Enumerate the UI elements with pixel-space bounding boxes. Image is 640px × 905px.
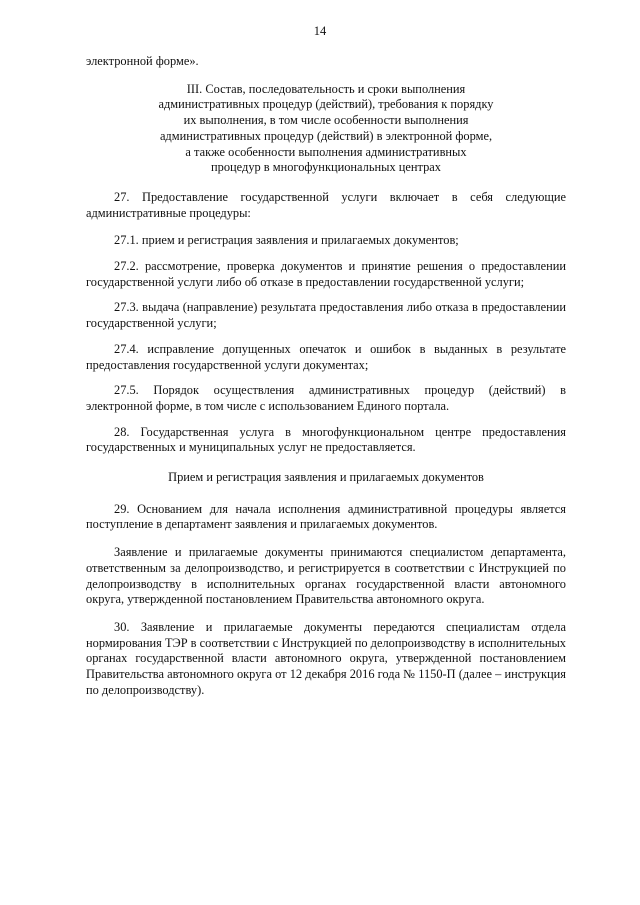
- lead-text: электронной форме».: [86, 54, 199, 68]
- section-heading-line: их выполнения, в том числе особенности выполнения: [183, 113, 469, 128]
- section-heading-line: III. Состав, последовательность и сроки выполнения: [186, 81, 466, 96]
- section-heading-line: административных процедур (действий) в электронной форме,: [159, 128, 493, 143]
- section-heading-line: процедур в многофункциональных центрах: [211, 160, 441, 175]
- page-number: 14: [313, 24, 327, 38]
- section-heading-line: а также особенности выполнения административных: [185, 144, 467, 159]
- document-body: [86, 54, 566, 711]
- paragraph-27-3: 27.3. выдача (направление) результата предоставления либо отказа в предоставлении государственной услуги;: [86, 300, 566, 331]
- paragraph-27: 27. Предоставление государственной услуги включает в себя следующие административные процедуры:: [86, 189, 566, 220]
- paragraph-27-5: 27.5. Порядок осуществления административных процедур (действий) в электронной форме, в том числе с использованием Единого портала.: [86, 383, 566, 413]
- paragraph-27-1: 27.1. прием и регистрация заявления и прилагаемых документов;: [114, 233, 459, 248]
- paragraph-30: 30. Заявление и прилагаемые документы передаются специалистам отдела нормирования ТЭР в соответствии с Инструкцией по делопроизводству в исполнительных органах государственной власти автономного округа, утвержденной постановлением Правительства автономного округа от 12 декабря 2016 года № 1150-П (далее – инструкция по делопроизводству).: [86, 619, 566, 697]
- paragraph-29: 29. Основанием для начала исполнения административной процедуры является поступление в департамент заявления и прилагаемых документов.: [86, 501, 566, 532]
- section-heading-line: административных процедур (действий), требования к порядку: [158, 97, 494, 112]
- subsection-heading: Прием и регистрация заявления и прилагаемых документов: [168, 470, 484, 485]
- paragraph-27-2: 27.2. рассмотрение, проверка документов и принятие решения о предоставлении государственной услуги либо об отказе в предоставлении государственной услуги;: [86, 259, 566, 289]
- paragraph-29-registration: Заявление и прилагаемые документы принимаются специалистом департамента, ответственным за делопроизводство, и регистрируется в соответствии с Инструкцией по делопроизводству в исполнительных органах государственной власти автономного округа, утвержденной постановлением Правительства автономного округа.: [86, 545, 566, 607]
- paragraph-27-4: 27.4. исправление допущенных опечаток и ошибок в выданных в результате предоставления государственной услуги документах;: [86, 341, 566, 372]
- section-heading: [86, 82, 566, 176]
- paragraph-28: 28. Государственная услуга в многофункциональном центре предоставления государственных и муниципальных услуг не предоставляется.: [86, 424, 566, 455]
